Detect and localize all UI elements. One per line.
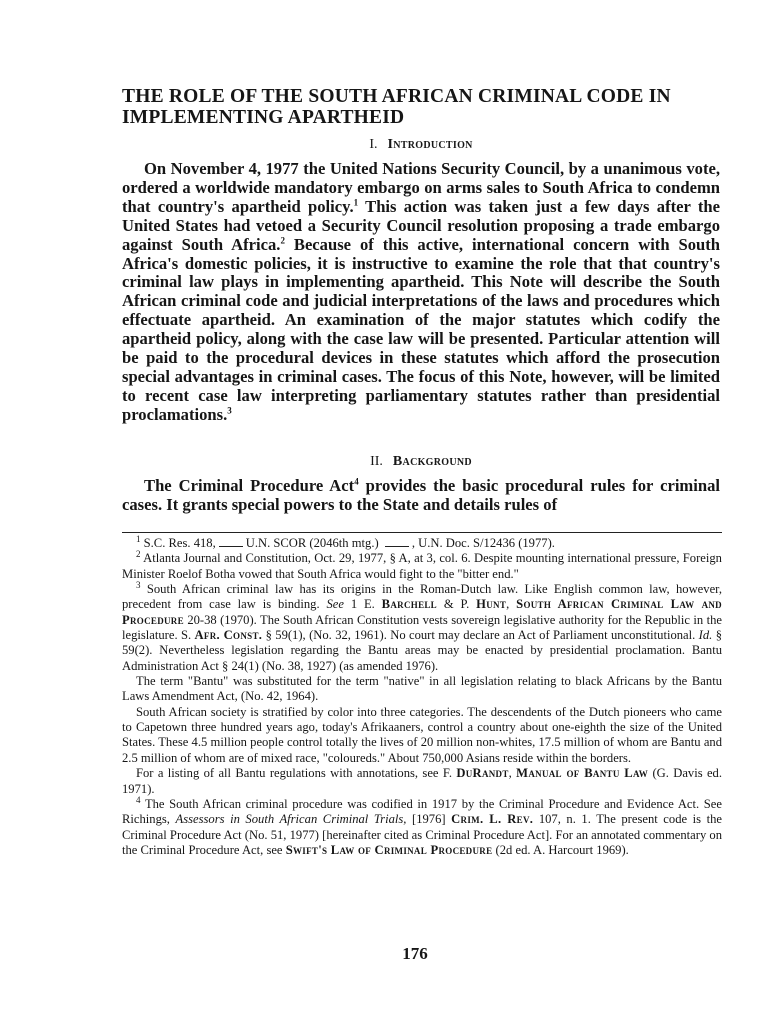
footnote-3: $^3$ South African criminal law has its origins in the Roman-Dutch law. Like English common law, however, precedent from case law is binding. See 1 E. Barchell & P. Hunt, South African Criminal Law and Procedure 20-38 (1970). The South African Constitution vests sovereign legislative authority for the Republic in the legislature. S. Afr. Const. § 59(1), (No. 32, 1961). No court may declare an Act of Parliament unconstitutional. Id. § 59(2). Nevertheless legislation regarding the Bantu areas may be enacted by presidential proclamation. Bantu Administration Act § 24(1) (No. 38, 1927) (as amended 1976).	[122, 579, 722, 673]
footnote-4: $^4$ The South African criminal procedure was codified in 1917 by the Criminal Procedure and Evidence Act. See Richings, Assessors in South African Criminal Trials, [1976] Crim. L. Rev. 107, n. 1. The present code is the Criminal Procedure Act (No. 51, 1977) [hereinafter cited as Criminal Procedure Act]. For an annotated commentary on the Criminal Procedure Act, see Swift's Law of Criminal Procedure (2d ed. A. Harcourt 1969).	[122, 794, 722, 857]
section-number: I.	[369, 137, 378, 152]
footnote-ref-4: 4	[354, 476, 359, 487]
section-heading-background	[122, 454, 720, 470]
section-title: Background	[392, 454, 472, 469]
footnotes	[122, 533, 723, 858]
footnote-3-continued: South African society is stratified by color into three categories. The descendents of the Dutch pioneers who came to Capetown three hundred years ago, today's Afrikaaners, control a country about one-eighth the size of the United States. These 4.5 million people control totally the lives of 20 million non-whites, 17.5 million of whom are Bantu and 2.5 million of whom are of mixed race, "coloureds." About 750,000 Asians reside within the borders.	[122, 704, 722, 765]
footnote-3-continued: For a listing of all Bantu regulations with annotations, see F. DuRandt, Manual of Bantu Law (G. Davis ed. 1971).	[122, 766, 723, 796]
page-number: 176	[402, 944, 428, 963]
introduction-paragraph: On November 4, 1977 the United Nations Security Council, by a unanimous vote, ordered a worldwide mandatory embargo on arms sales to South Africa to condemn that country's apartheid policy.$^1$ This action was taken just a few days after the United States had vetoed a Security Council resolution proposing a trade embargo against South Africa.$^2$ Because of this active, international concern with South Africa's domestic policies, it is instructive to examine the role that that country's criminal law plays in implementing apartheid. This Note will describe the South African criminal code and judicial interpretations of the laws and procedures which effectuate apartheid. An examination of the major statutes which codify the apartheid policy, along with the case law will be presented. Particular attention will be paid to the procedural devices in these statutes which afford the prosecution special advantages in criminal cases. The focus of this Note, however, will be limited to recent case law interpreting parliamentary statutes rather than presidential proclamations.$^3$	[122, 159, 720, 424]
footnote-divider	[122, 532, 722, 533]
footnote-3-continued: The term "Bantu" was substituted for the term "native" in all legislation relating to black Africans by the Bantu Laws Amendment Act, (No. 42, 1964).	[122, 674, 722, 704]
footnote-ref-1: 1	[353, 197, 359, 208]
footnote-ref-2: 2	[280, 235, 285, 246]
page-title: THE ROLE OF THE SOUTH AFRICAN CRIMINAL CODE IN IMPLEMENTING APARTHEID	[122, 86, 671, 128]
background-paragraph: The Criminal Procedure Act$^4$ provides the basic procedural rules for criminal cases. It grants special powers to the State and details rules of	[122, 476, 720, 514]
section-heading-introduction	[122, 137, 720, 153]
section-title: Introduction	[387, 137, 473, 152]
section-number: II.	[370, 454, 383, 469]
footnote-ref-3: 3	[227, 405, 232, 416]
footnote-2: $^2$ Atlanta Journal and Constitution, Oct. 29, 1977, § A, at 3, col. 6. Despite mounting international pressure, Foreign Minister Roelof Botha vowed that South Africa would fight to the "bitter end."	[122, 549, 722, 581]
footnote-1: $^1$ S.C. Res. 418, U.N. SCOR (2046th mtg.) , U.N. Doc. S/12436 (1977).	[136, 533, 555, 550]
